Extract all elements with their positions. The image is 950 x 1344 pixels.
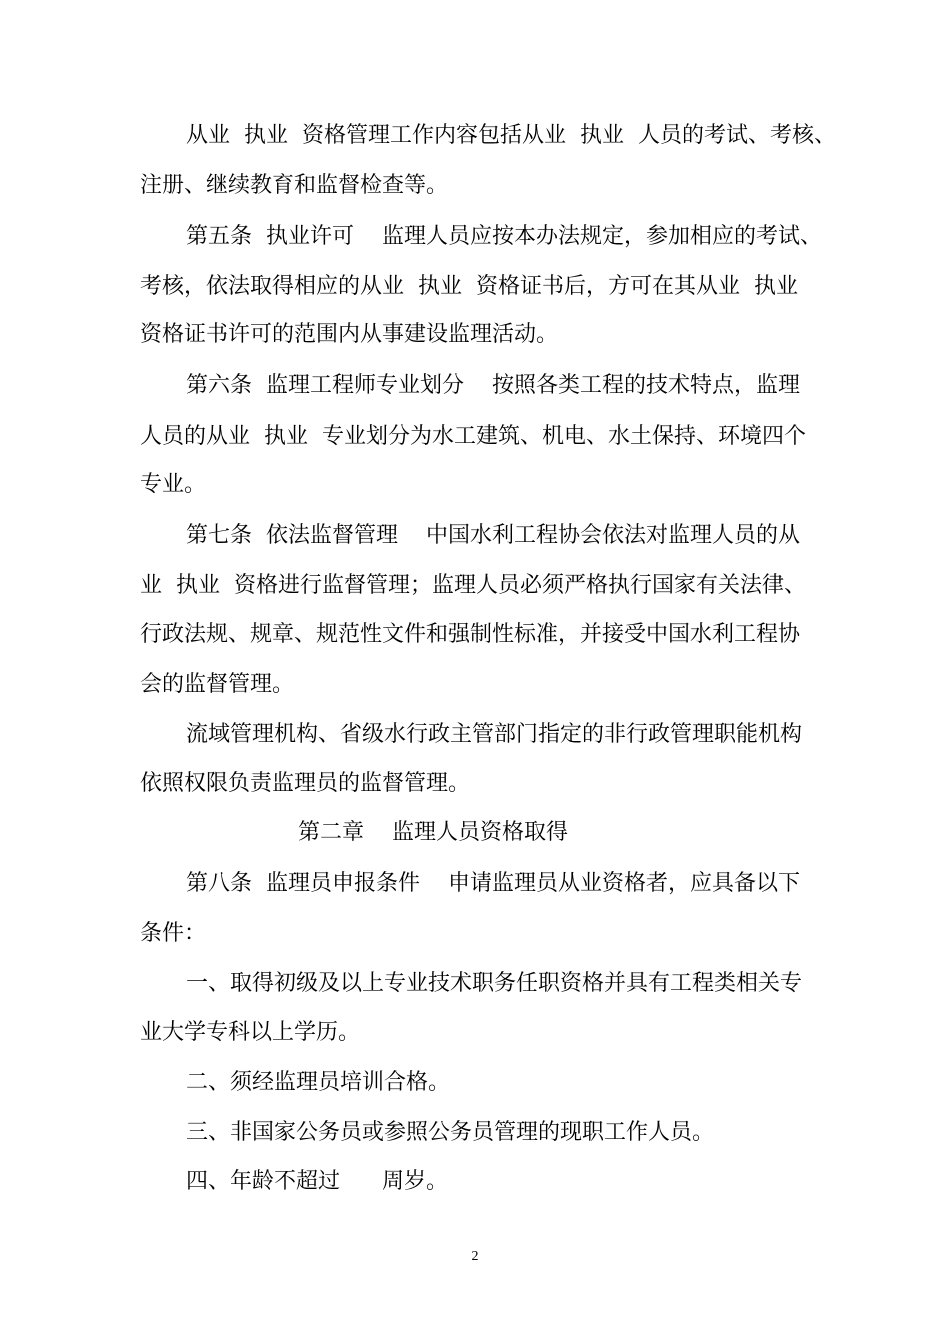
- text-line: 资格证书许可的范围内从事建设监理活动。: [140, 322, 559, 347]
- text-line: 考核，依法取得相应的从业 执业 资格证书后，方可在其从业 执业: [140, 274, 798, 299]
- text-line: 专业。: [140, 472, 207, 497]
- text-line: 会的监督管理。: [140, 672, 295, 697]
- text-line: 注册、继续教育和监督检查等。: [140, 173, 449, 198]
- text-line: 业大学专科以上学历。: [140, 1020, 361, 1045]
- text-line: 人员的从业 执业 专业划分为水工建筑、机电、水土保持、环境四个: [140, 424, 806, 449]
- page-number: 2: [471, 1249, 479, 1264]
- text-line: 流域管理机构、省级水行政主管部门指定的非行政管理职能机构: [186, 722, 803, 747]
- text-line: 第五条 执业许可 监理人员应按本办法规定，参加相应的考试、: [186, 224, 822, 249]
- chapter-heading: 第二章 监理人员资格取得: [298, 820, 568, 845]
- text-line: 第七条 依法监督管理 中国水利工程协会依法对监理人员的从: [186, 523, 800, 548]
- text-line: 业 执业 资格进行监督管理；监理人员必须严格执行国家有关法律、: [140, 573, 806, 598]
- text-line: 三、非国家公务员或参照公务员管理的现职工作人员。: [186, 1120, 715, 1145]
- text-line: 第八条 监理员申报条件 申请监理员从业资格者，应具备以下: [186, 871, 800, 896]
- text-line: 二、须经监理员培训合格。: [186, 1070, 451, 1095]
- text-line: 一、取得初级及以上专业技术职务任职资格并具有工程类相关专: [186, 971, 803, 996]
- text-line: 四、年龄不超过 周岁。: [186, 1169, 448, 1194]
- text-line: 行政法规、规章、规范性文件和强制性标准，并接受中国水利工程协: [140, 622, 801, 647]
- text-line: 依照权限负责监理员的监督管理。: [140, 771, 471, 796]
- text-line: 从业 执业 资格管理工作内容包括从业 执业 人员的考试、考核、: [186, 123, 836, 148]
- text-line: 条件：: [140, 921, 207, 946]
- text-line: 第六条 监理工程师专业划分 按照各类工程的技术特点，监理: [186, 373, 800, 398]
